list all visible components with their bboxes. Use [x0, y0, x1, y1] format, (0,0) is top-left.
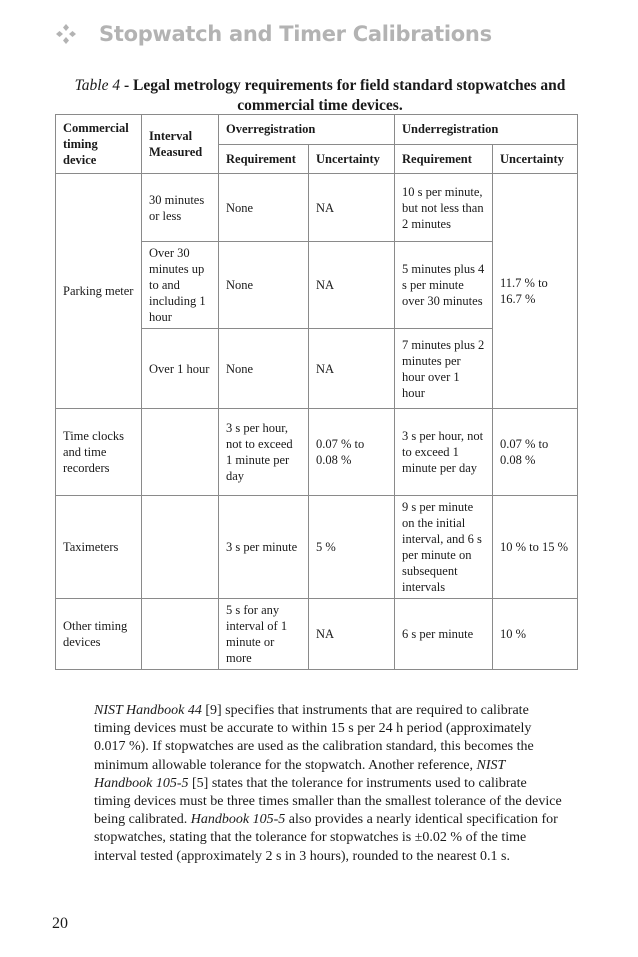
page-number: 20: [52, 915, 68, 932]
cell-under-requirement: 7 minutes plus 2 minutes per hour over 1 hour: [395, 329, 493, 409]
page-header: [55, 22, 492, 46]
cell-over-requirement: None: [219, 329, 309, 409]
body-paragraph: [94, 702, 564, 866]
cell-under-uncertainty: 0.07 % to 0.08 %: [493, 409, 578, 496]
table-row: [56, 599, 578, 670]
cell-over-uncertainty: 0.07 % to 0.08 %: [309, 409, 395, 496]
cell-over-uncertainty: NA: [309, 329, 395, 409]
cell-interval: [142, 496, 219, 599]
cell-over-requirement: None: [219, 242, 309, 329]
paragraph-text: [9] specifies that instruments that are required to calibrate timing devices must be accurate to within 15 s per 24 h period (approximately 0.017 %). If stopwatches are used as the calibration standard, this becomes the minimum allowable tolerance for the stopwatch. Another reference,: [94, 703, 534, 773]
cell-interval: Over 30 minutes up to and including 1 hour: [142, 242, 219, 329]
cell-interval: [142, 599, 219, 670]
table-header-row: [56, 115, 578, 145]
cell-over-uncertainty: 5 %: [309, 496, 395, 599]
col-header-device: Commercial timing device: [56, 115, 142, 174]
cell-under-requirement: 9 s per minute on the initial interval, and 6 s per minute on subsequent intervals: [395, 496, 493, 599]
col-header-over-uncertainty: Uncertainty: [309, 144, 395, 174]
cell-device: Other timing devices: [56, 599, 142, 670]
cell-under-requirement: 6 s per minute: [395, 599, 493, 670]
cell-over-requirement: 3 s per minute: [219, 496, 309, 599]
reference-title: NIST Handbook 44: [94, 703, 202, 718]
cell-interval: Over 1 hour: [142, 329, 219, 409]
cell-device: Time clocks and time recorders: [56, 409, 142, 496]
table-row: [56, 496, 578, 599]
cell-device: Parking meter: [56, 174, 142, 409]
cell-over-requirement: 3 s per hour, not to exceed 1 minute per day: [219, 409, 309, 496]
cell-interval: [142, 409, 219, 496]
cell-over-uncertainty: NA: [309, 242, 395, 329]
col-header-underregistration: Underregistration: [395, 115, 578, 145]
col-header-under-uncertainty: Uncertainty: [493, 144, 578, 174]
table-caption-label: Table 4: [74, 77, 121, 94]
table-row: [56, 174, 578, 242]
paragraph-text: also provides a nearly identical specification for stopwatches, stating that the tolerance for stopwatches is ±0.02 % of the time interval tested (approximately 2 s in 3 hours), rounded to the nearest 0.1 s.: [94, 812, 558, 864]
cell-over-uncertainty: NA: [309, 174, 395, 242]
cell-under-uncertainty: 11.7 % to 16.7 %: [493, 174, 578, 409]
cell-under-uncertainty: 10 %: [493, 599, 578, 670]
section-title: Stopwatch and Timer Calibrations: [99, 22, 492, 46]
cell-over-requirement: 5 s for any interval of 1 minute or more: [219, 599, 309, 670]
col-header-over-requirement: Requirement: [219, 144, 309, 174]
reference-title: Handbook 105-5: [190, 812, 286, 828]
cell-under-requirement: 5 minutes plus 4 s per minute over 30 minutes: [395, 242, 493, 329]
cell-under-uncertainty: 10 % to 15 %: [493, 496, 578, 599]
col-header-interval: Interval Measured: [142, 115, 219, 174]
table-row: [56, 409, 578, 496]
cell-over-requirement: None: [219, 174, 309, 242]
table-caption: [40, 76, 600, 116]
cell-under-requirement: 10 s per minute, but not less than 2 minutes: [395, 174, 493, 242]
paragraph-text: [5] states that the tolerance for instruments used to calibrate timing devices must be three times smaller than the smallest tolerance of the device being calibrated.: [94, 775, 562, 828]
cell-interval: 30 minutes or less: [142, 174, 219, 242]
cell-over-uncertainty: NA: [309, 599, 395, 670]
diamond-cluster-icon: [55, 23, 77, 45]
cell-device: Taximeters: [56, 496, 142, 599]
cell-under-requirement: 3 s per hour, not to exceed 1 minute per day: [395, 409, 493, 496]
reference-title: NIST Handbook 105-5: [94, 757, 506, 791]
col-header-under-requirement: Requirement: [395, 144, 493, 174]
table-caption-text: - Legal metrology requirements for field standard stopwatches and commercial time devices.: [120, 77, 566, 114]
requirements-table: [55, 114, 578, 670]
col-header-overregistration: Overregistration: [219, 115, 395, 145]
